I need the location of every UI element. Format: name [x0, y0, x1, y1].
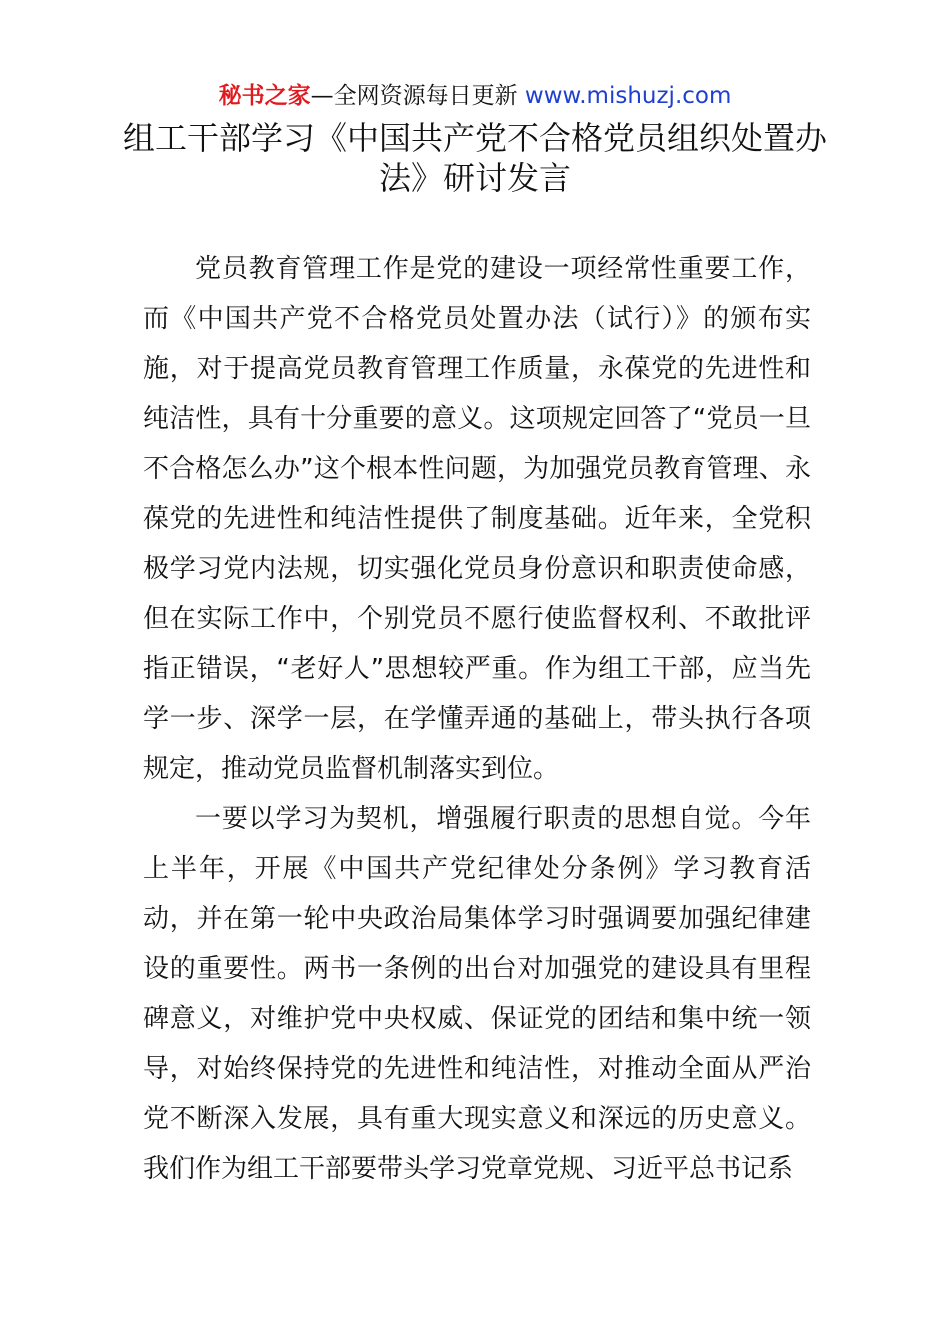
body-paragraph-2: 一要以学习为契机，增强履行职责的思想自觉。今年上半年，开展《中国共产党纪律处分条例》学习教育活动，并在第一轮中央政治局集体学习时强调要加强纪律建设的重要性。两书一条例的出台对加强党的建设具有里程碑意义，对维护党中央权威、保证党的团结和集中统一领导，对始终保持党的先进性和纯洁性，对推动全面从严治党不断深入发展，具有重大现实意义和深远的历史意义。我们作为组工干部要带头学习党章党规、习近平总书记系: [143, 804, 811, 1184]
document-title: 组工干部学习《中国共产党不合格党员组织处置办法》研讨发言: [122, 119, 827, 197]
site-url-link[interactable]: www.mishuzj.com: [524, 83, 732, 109]
site-tagline: —全网资源每日更新: [310, 83, 518, 109]
document-body: [143, 244, 811, 1194]
site-brand: 秘书之家: [218, 83, 311, 109]
site-header: [0, 80, 950, 112]
body-paragraph-1: 党员教育管理工作是党的建设一项经常性重要工作，而《中国共产党不合格党员处置办法（试行）》的颁布实施，对于提高党员教育管理工作质量，永葆党的先进性和纯洁性，具有十分重要的意义。这项规定回答了“党员一旦不合格怎么办”这个根本性问题，为加强党员教育管理、永葆党的先进性和纯洁性提供了制度基础。近年来，全党积极学习党内法规，切实强化党员身份意识和职责使命感，但在实际工作中，个别党员不愿行使监督权利、不敢批评指正错误，“老好人”思想较严重。作为组工干部，应当先学一步、深学一层，在学懂弄通的基础上，带头执行各项规定，推动党员监督机制落实到位。: [143, 254, 811, 784]
